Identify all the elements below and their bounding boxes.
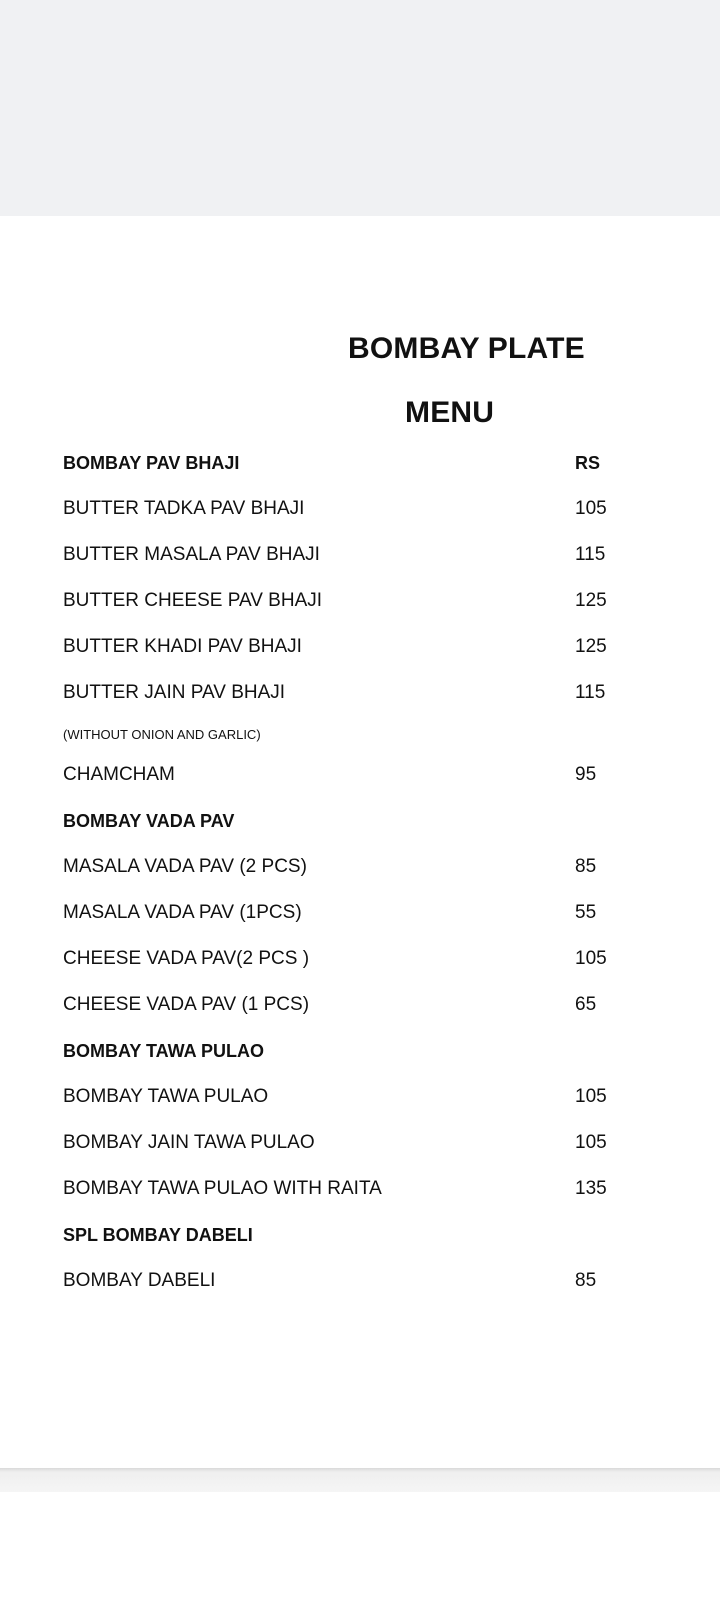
menu-item xyxy=(63,540,663,570)
menu-item xyxy=(63,1128,663,1158)
item-price: 135 xyxy=(575,1178,607,1199)
item-price: 55 xyxy=(575,902,597,923)
menu-item xyxy=(63,632,663,662)
menu-note xyxy=(63,720,663,750)
item-price: 85 xyxy=(575,856,597,877)
viewer-bottom-background xyxy=(0,1492,720,1600)
item-name: CHEESE VADA PAV(2 PCS ) xyxy=(63,948,310,969)
item-price: 105 xyxy=(575,1086,607,1107)
item-name: BOMBAY JAIN TAWA PULAO xyxy=(63,1132,315,1153)
item-name: BUTTER MASALA PAV BHAJI xyxy=(63,544,320,565)
section-title: SPL BOMBAY DABELI xyxy=(63,1225,253,1245)
menu-item xyxy=(63,944,663,974)
note-text: (WITHOUT ONION AND GARLIC) xyxy=(63,727,261,742)
menu-item xyxy=(63,760,663,790)
menu-item xyxy=(63,1174,663,1204)
item-price: 95 xyxy=(575,764,597,785)
item-name: BUTTER TADKA PAV BHAJI xyxy=(63,498,305,519)
menu-item xyxy=(63,852,663,882)
item-name: BOMBAY TAWA PULAO WITH RAITA xyxy=(63,1178,382,1199)
item-price: 125 xyxy=(575,590,607,611)
menu-item xyxy=(63,1266,663,1296)
menu-item xyxy=(63,990,663,1020)
section-title: BOMBAY TAWA PULAO xyxy=(63,1041,265,1061)
item-name: BUTTER KHADI PAV BHAJI xyxy=(63,636,302,657)
section-spl-bombay-dabeli xyxy=(63,1220,663,1250)
item-name: BOMBAY DABELI xyxy=(63,1270,216,1291)
viewer-top-background xyxy=(0,0,720,216)
item-price: 105 xyxy=(575,948,607,969)
section-title: BOMBAY PAV BHAJI xyxy=(63,453,240,473)
item-price: 115 xyxy=(575,682,606,703)
item-name: MASALA VADA PAV (2 PCS) xyxy=(63,856,307,877)
item-price: 85 xyxy=(575,1270,597,1291)
item-name: MASALA VADA PAV (1PCS) xyxy=(63,902,302,923)
section-title: BOMBAY VADA PAV xyxy=(63,811,235,831)
item-name: CHEESE VADA PAV (1 PCS) xyxy=(63,994,310,1015)
page-bottom-edge xyxy=(0,1468,720,1492)
menu-title-line-1: BOMBAY PLATE xyxy=(348,332,585,365)
item-price: 105 xyxy=(575,498,607,519)
item-name: CHAMCHAM xyxy=(63,764,175,785)
menu-title-line-2: MENU xyxy=(405,396,495,429)
item-name: BUTTER CHEESE PAV BHAJI xyxy=(63,590,323,611)
menu-item xyxy=(63,494,663,524)
menu-item xyxy=(63,1082,663,1112)
section-bombay-pav-bhaji xyxy=(63,448,663,478)
menu-item xyxy=(63,678,663,708)
menu-item xyxy=(63,898,663,928)
menu-item xyxy=(63,586,663,616)
item-price: 65 xyxy=(575,994,597,1015)
item-name: BOMBAY TAWA PULAO xyxy=(63,1086,269,1107)
section-bombay-vada-pav xyxy=(63,806,663,836)
item-price: 115 xyxy=(575,544,606,565)
item-name: BUTTER JAIN PAV BHAJI xyxy=(63,682,286,703)
price-column-header: RS xyxy=(575,453,601,473)
item-price: 125 xyxy=(575,636,607,657)
item-price: 105 xyxy=(575,1132,607,1153)
section-bombay-tawa-pulao xyxy=(63,1036,663,1066)
